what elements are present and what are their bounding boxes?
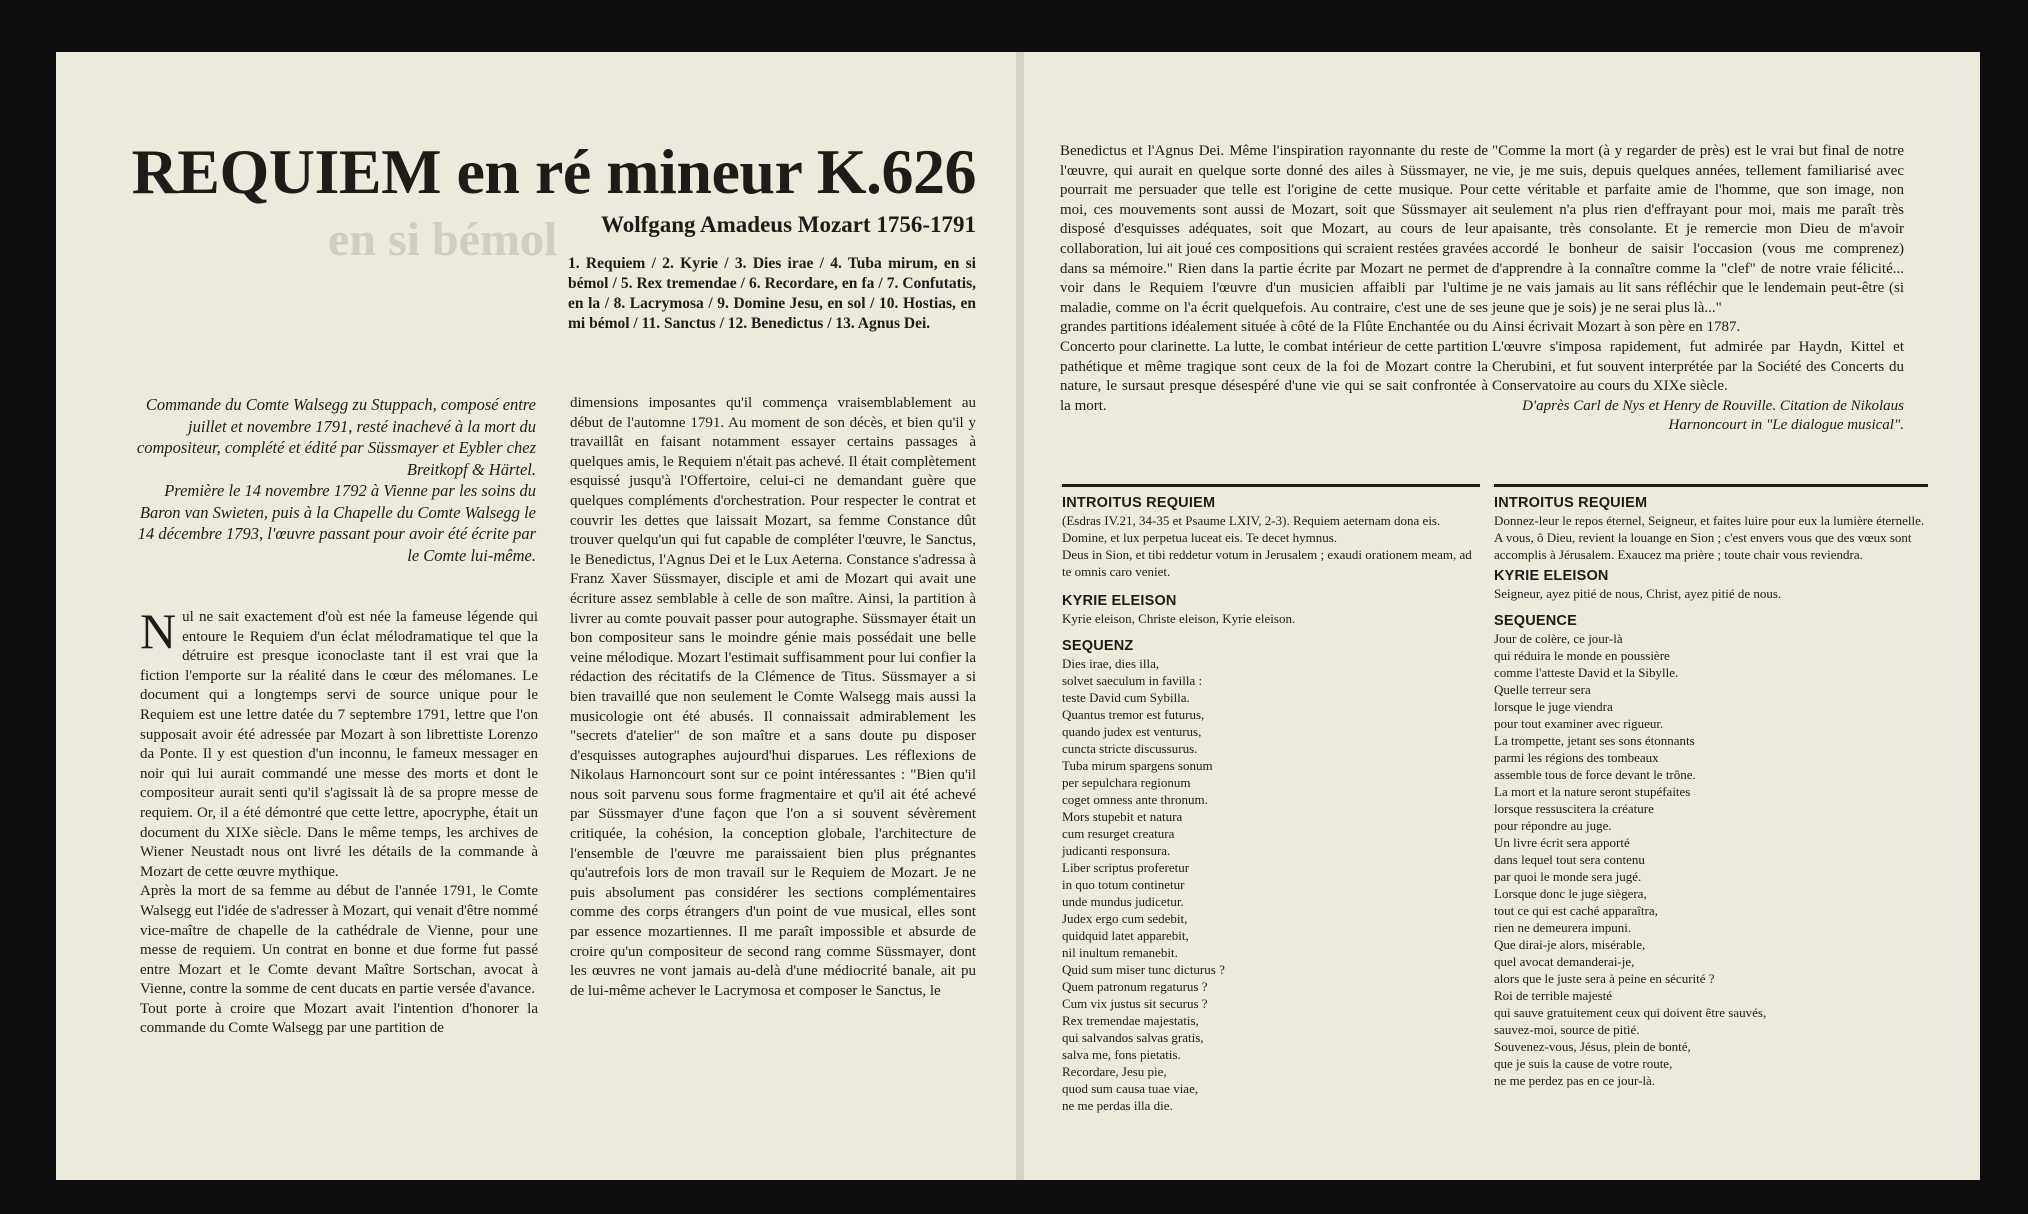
verse-line: judicanti responsura. (1062, 843, 1171, 858)
verse-line: pour tout examiner avec rigueur. (1494, 716, 1664, 731)
article-paragraph: L'œuvre s'imposa rapidement, fut admirée par Haydn, Kittel et Cherubini, et fut souvent interprétée par la Société des Concerts du Conservatoire au cours du XIXe siècle. (1492, 338, 1904, 395)
drop-cap: N (140, 603, 177, 659)
verse-line: assemble tous de force devant le trône. (1494, 767, 1696, 782)
verse-line: salva me, fons pietatis. (1062, 1047, 1181, 1062)
verse-line: Que dirai-je alors, misérable, (1494, 937, 1646, 952)
french-text: Donnez-leur le repos éternel, Seigneur, et faites luire pour eux la lumière éternelle. (1494, 513, 1925, 528)
verse-line: cum resurget creatura (1062, 826, 1175, 841)
verse-line: quod sum causa tuae viae, (1062, 1081, 1199, 1096)
verse-line: lorsque le juge viendra (1494, 699, 1613, 714)
verse-line: que je suis la cause de votre route, (1494, 1056, 1673, 1071)
verse-line: quando judex est venturus, (1062, 724, 1202, 739)
verse-line: Judex ergo cum sedebit, (1062, 911, 1188, 926)
book-gutter (1016, 52, 1024, 1180)
latin-text-block (1062, 494, 1480, 1114)
article-paragraph: Ainsi écrivait Mozart à son père en 1787. (1492, 319, 1741, 336)
section-heading: INTROITUS REQUIEM (1494, 495, 1648, 511)
verse-line: rien ne demeurera impuni. (1494, 920, 1632, 935)
verse-line: comme l'atteste David et la Sibylle. (1494, 665, 1679, 680)
section-heading: KYRIE ELEISON (1062, 593, 1177, 609)
french-text: Seigneur, ayez pitié de nous, Christ, ayez pitié de nous. (1494, 586, 1782, 601)
verse-line: alors que le juste sera à peine en sécurité ? (1494, 971, 1715, 986)
verse-line: tout ce qui est caché apparaîtra, (1494, 903, 1658, 918)
verse-line: Lorsque donc le juge siègera, (1494, 886, 1647, 901)
verse-line: Un livre écrit sera apporté (1494, 835, 1630, 850)
verse-line: pour répondre au juge. (1494, 818, 1612, 833)
sequence-verse (1494, 630, 1928, 1089)
movements-list: 1. Requiem / 2. Kyrie / 3. Dies irae / 4. Tuba mirum, en si bémol / 5. Rex tremendae / 6. Recordare, en fa / 7. Confutatis, en la / 8. Lacrymosa / 9. Domine Jesu, en sol / 10. Hostias, en mi bémol / 11. Sanctus / 12. Benedictus / 13. Agnus Dei. (568, 255, 976, 332)
section-rule (1062, 484, 1480, 487)
article-column-3 (1060, 142, 1488, 416)
right-page (1024, 52, 1980, 1180)
verse-line: nil inultum remanebit. (1062, 945, 1178, 960)
verse-line: Cum vix justus sit securus ? (1062, 996, 1208, 1011)
verse-line: Souvenez-vous, Jésus, plein de bonté, (1494, 1039, 1691, 1054)
verse-line: ne me perdas illa die. (1062, 1098, 1173, 1113)
verse-line: La mort et la nature seront stupéfaites (1494, 784, 1691, 799)
article-paragraph (140, 603, 538, 882)
verse-line: unde mundus judicetur. (1062, 894, 1184, 909)
verse-line: per sepulchara regionum (1062, 775, 1191, 790)
verse-line: Tuba mirum spargens sonum (1062, 758, 1213, 773)
intro-paragraph: Première le 14 novembre 1792 à Vienne par les soins du Baron van Swieten, puis à la Chapelle du Comte Walsegg le 14 décembre 1793, l'œuvre passant pour avoir été écrite par le Comte lui-même. (137, 481, 536, 565)
section-heading: SEQUENZ (1062, 638, 1134, 654)
verse-line: qui salvandos salvas gratis, (1062, 1030, 1204, 1045)
verse-line: Quelle terreur sera (1494, 682, 1591, 697)
latin-text: Deus in Sion, et tibi reddetur votum in Jerusalem ; exaudi orationem meam, ad te omnis caro veniet. (1062, 547, 1472, 579)
verse-line: Mors stupebit et natura (1062, 809, 1183, 824)
verse-line: ne me perdez pas en ce jour-là. (1494, 1073, 1656, 1088)
verse-line: Dies irae, dies illa, (1062, 656, 1160, 671)
article-paragraph: Après la mort de sa femme au début de l'année 1791, le Comte Walsegg eut l'idée de s'adresser à Mozart, qui venait d'être nommé vice-maître de chapelle de la cathédrale de Vienne, pour une messe de requiem. Un contrat en bonne et due forme fut passé entre Mozart et le Comte devant Maître Sortschan, avocat à Vienne, contre la somme de cent ducats en partie versée d'avance. (140, 883, 539, 998)
sequenz-verse (1062, 655, 1480, 1114)
bleed-through-text: en si bémol (328, 213, 558, 266)
intro-italic (136, 394, 536, 566)
verse-line: qui sauve gratuitement ceux qui doivent être sauvés, (1494, 1005, 1767, 1020)
section-heading: INTROITUS REQUIEM (1062, 495, 1216, 511)
section-rule (1494, 484, 1928, 487)
verse-line: sauvez-moi, source de pitié. (1494, 1022, 1640, 1037)
verse-line: dans lequel tout sera contenu (1494, 852, 1645, 867)
latin-text: (Esdras IV.21, 34-35 et Psaume LXIV, 2-3). Requiem aeternam dona eis. Domine, et lux perpetua luceat eis. Te decet hymnus. (1062, 513, 1441, 545)
french-text: A vous, ô Dieu, revient la louange en Sion ; c'est envers vous que des vœux sont accomplis à Jérusalem. Exaucez ma prière ; toute chair vous reviendra. (1494, 530, 1912, 562)
verse-line: solvet saeculum in favilla : (1062, 673, 1203, 688)
verse-line: La trompette, jetant ses sons étonnants (1494, 733, 1695, 748)
verse-line: Quid sum miser tunc dicturus ? (1062, 962, 1225, 977)
article-paragraph: Benedictus et l'Agnus Dei. Même l'inspiration rayonnante du reste de l'œuvre, qui aurait en quelque sorte donné des ailes à Süssmayer, ne pourrait me persuader que telle est l'origine de cette musique. Pour moi, ces mouvements sont aussi de Mozart, soit que Süssmayer ait disposé d'esquisses adéquates, soit que Mozart, au cours de leur collaboration, lui ait joué ces compositions qui scraient restées gravées dans sa mémoire." Rien dans la partie écrite par Mozart ne permet de voir dans le Requiem l'œuvre d'un musicien affaibli par l'ultime maladie, comme on l'a écrit quelquefois. Au contraire, c'est une de ses grandes partitions idéalement située à côté de la Flûte Enchantée ou du Concerto pour clarinette. La lutte, le combat intérieur de cette partition pathétique et même tragique sont ceux de la foi de Mozart contre la nature, le sursaut presque désespéré d'une vie qui se sait confrontée à la mort. (1060, 143, 1488, 414)
article-column-2 (570, 394, 976, 1001)
verse-line: Roi de terrible majesté (1494, 988, 1613, 1003)
verse-line: parmi les régions des tombeaux (1494, 750, 1659, 765)
article-column-4 (1492, 142, 1904, 436)
article-paragraph: dimensions imposantes qu'il commença vraisemblablement au début de l'automne 1791. Au moment de son décès, et bien qu'il y travaillât en faisant notamment essayer certains passages à quelques amis, le Requiem n'était pas achevé. Il était complètement esquissé jusqu'à l'Offertoire, celui-ci ne demandant guère que quelques compléments d'orchestration. Pour respecter le contrat et couvrir les dettes que laissait Mozart, sa femme Constance dût trouver quelqu'un qui fut capable de compléter l'œuvre, le Sanctus, le Benedictus, l'Agnus Dei et le Lux Aeterna. Constance s'adressa à Franz Xaver Süssmayer, disciple et ami de Mozart qui avait une écriture assez semblable à celle de son maître. Ainsi, la partition à livrer au comte pouvait passer pour autographe. Süssmayer était un bon compositeur sans le moindre génie mais possédait une belle veine mélodique. Mozart l'estimait suffisamment pour lui confier la rédaction des récitatifs de la Clémence de Titus. Süssmayer a si bien travaillé que non seulement le Comte Walsegg mais aussi la musicologie ont été abusés. Il connaissait admirablement les "secrets d'atelier" de son maître et a sans doute pu disposer d'esquisses autographes aujourd'hui disparues. Les réflexions de Nikolaus Harnoncourt sont sur ce point intéressantes : "Bien qu'il nous soit parvenu sous forme fragmentaire et qu'il ait été achevé par Süssmayer d'une façon que l'on a si souvent sévèrement critiquée, la cohésion, la conception globale, l'architecture de l'ensemble de l'œuvre me paraissaient bien plus prégnantes qu'autrefois lors de mon travail sur le Requiem de Mozart. Je ne puis absolument pas considérer les sections complémentaires comme des corps étrangers d'un point de vue musical, elles sont par essence mozartiennes. Il me paraît impossible et absurde de croire qu'un compositeur de second rang comme Süssmayer, dont les œuvres ne vont jamais au-delà d'une médiocrité banale, ait pu de lui-même achever le Lacrymosa et composer le Sanctus, le (570, 395, 976, 999)
verse-line: in quo totum continetur (1062, 877, 1185, 892)
article-column-1 (140, 603, 539, 1039)
intro-paragraph: Commande du Comte Walsegg zu Stuppach, composé entre juillet et novembre 1791, resté inachevé à la mort du compositeur, complété et édité par Süssmayer et Eybler chez Breitkopf & Härtel. (136, 395, 536, 479)
article-paragraph: Tout porte à croire que Mozart avait l'intention d'honorer la commande du Comte Walsegg par une partition de (140, 1000, 538, 1037)
verse-line: qui réduira le monde en poussière (1494, 648, 1670, 663)
composer-subtitle: Wolfgang Amadeus Mozart 1756-1791 (600, 212, 976, 237)
verse-line: coget omness ante thronum. (1062, 792, 1208, 807)
verse-line: quidquid latet apparebit, (1062, 928, 1189, 943)
section-heading: SEQUENCE (1494, 613, 1577, 629)
verse-line: Quem patronum regaturus ? (1062, 979, 1208, 994)
left-page (56, 52, 1016, 1180)
verse-line: Quantus tremor est futurus, (1062, 707, 1205, 722)
verse-line: cuncta stricte discussurus. (1062, 741, 1198, 756)
mozart-quote: "Comme la mort (à y regarder de près) est le vrai but final de notre vie, je me suis, depuis quelques années, tellement familiarisé avec cette véritable et parfaite amie de l'homme, que son image, non seulement n'a plus rien d'effrayant pour moi, mais me paraît très apaisante, très consolante. Et je remercie mon Dieu de m'avoir accordé le bonheur de saisir l'occasion (vous me comprenez) d'apprendre à la connaître comme la "clef" de notre vraie félicité... je ne vais jamais au lit sans réfléchir que le lendemain peut-être (si jeune que je sois) je ne serai plus là..." (1492, 143, 1904, 316)
verse-line: teste David cum Sybilla. (1062, 690, 1190, 705)
page-title: REQUIEM en ré mineur K.626 (131, 136, 976, 207)
credit-line: D'après Carl de Nys et Henry de Rouville. Citation de Nikolaus Harnoncourt in "Le dialogue musical". (1522, 397, 1904, 434)
verse-line: par quoi le monde sera jugé. (1494, 869, 1642, 884)
paragraph-text: ul ne sait exactement d'où est née la fameuse légende qui entoure le Requiem d'un éclat mélodramatique tel que la détruire est presque iconoclaste tant il est vrai que la fiction l'emporte sur la réalité dans le cœur des mélomanes. Le document qui a longtemps servi de source unique pour le Requiem est une lettre datée du 7 septembre 1791, lettre que l'on supposait avoir été adressée par Mozart à son librettiste Lorenzo da Ponte. Il y est question d'un inconnu, le fameux messager en noir qui lui aurait commandé une messe des morts et dont le compositeur aurait senti qu'il s'agissait là de sa propre messe de requiem. Or, il a été démontré que cette lettre, apocryphe, était un document du XIXe siècle. Dans le même temps, les archives de Wiener Neustadt nous ont livré les détails de la commande à Mozart de cette œuvre mythique. (140, 609, 538, 880)
verse-line: Recordare, Jesu pie, (1062, 1064, 1167, 1079)
verse-line: lorsque ressuscitera la créature (1494, 801, 1654, 816)
french-text-block (1494, 494, 1928, 1089)
verse-line: Liber scriptus proferetur (1062, 860, 1190, 875)
latin-text: Kyrie eleison, Christe eleison, Kyrie eleison. (1062, 611, 1296, 626)
verse-line: Rex tremendae majestatis, (1062, 1013, 1199, 1028)
section-heading: KYRIE ELEISON (1494, 568, 1609, 584)
verse-line: Jour de colère, ce jour-là (1494, 631, 1623, 646)
verse-line: quel avocat demanderai-je, (1494, 954, 1635, 969)
